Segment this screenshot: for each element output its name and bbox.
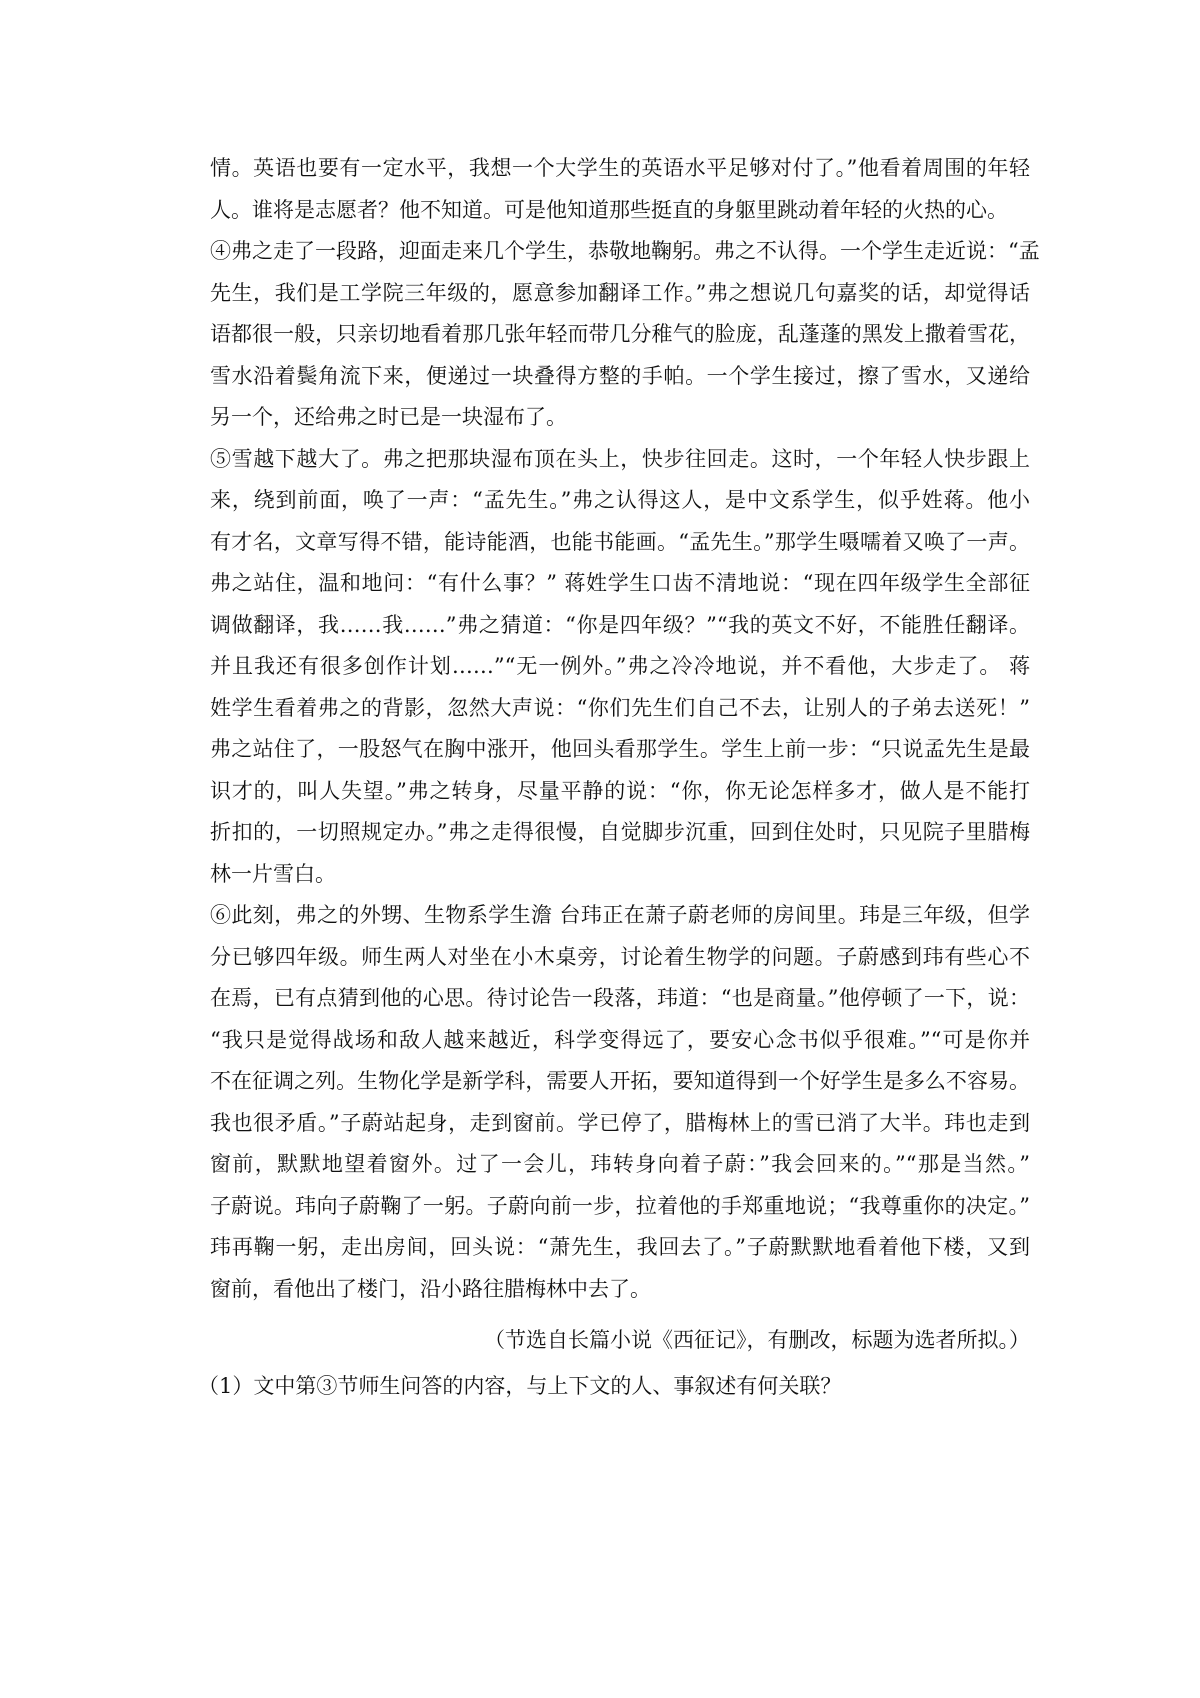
passage-line: 情。英语也要有一定水平，我想一个大学生的英语水平足够对付了。”他看着周围的年轻: [210, 156, 1030, 180]
passage-line: ⑥此刻，弗之的外甥、生物系学生澹 台玮正在萧子蔚老师的房间里。玮是三年级，但学: [210, 903, 1030, 927]
passage-line: 姓学生看着弗之的背影，忽然大声说：“你们先生们自己不去，让别人的子弟去送死！”: [210, 695, 1030, 720]
passage-line: 调做翻译，我……我……”弗之猜道：“你是四年级？”“我的英文不好，不能胜任翻译。: [210, 612, 1030, 637]
passage-line: 窗前，默默地望着窗外。过了一会儿，玮转身向着子蔚：”我会回来的。”“那是当然。”: [210, 1152, 1030, 1176]
passage-line: ⑤雪越下越大了。弗之把那块湿布顶在头上，快步往回走。这时，一个年轻人快步跟上: [210, 446, 1030, 471]
source-note: （节选自长篇小说《西征记》，有删改，标题为选者所拟。）: [484, 1328, 1030, 1352]
passage-line: 窗前，看他出了楼门，沿小路往腊梅林中去了。: [210, 1276, 651, 1301]
passage-line: 玮再鞠一躬，走出房间，回头说：“萧先生，我回去了。”子蔚默默地看着他下楼，又到: [210, 1235, 1030, 1259]
passage-line: 另一个，还给弗之时已是一块湿布了。: [210, 405, 567, 429]
passage-line: 来，绕到前面，唤了一声：“孟先生。”弗之认得这人，是中文系学生，似乎姓蒋。他小: [210, 488, 1030, 512]
passage-line: 雪水沿着鬓角流下来，便递过一块叠得方整的手帕。一个学生接过，擦了雪水，又递给: [210, 363, 1030, 388]
passage-line: 子蔚说。玮向子蔚鞠了一躬。子蔚向前一步，拉着他的手郑重地说；“我尊重你的决定。”: [210, 1193, 1030, 1218]
passage-line: ④弗之走了一段路，迎面走来几个学生，恭敬地鞠躬。弗之不认得。一个学生走近说：“孟: [210, 239, 1040, 263]
passage-line: 不在征调之列。生物化学是新学科，需要人开拓，要知道得到一个好学生是多么不容易。: [210, 1069, 1030, 1093]
passage-line: 林一片雪白。: [210, 861, 336, 886]
passage-line: 有才名，文章写得不错，能诗能酒，也能书能画。“孟先生。”那学生嗫嚅着又唤了一声。: [210, 529, 1030, 554]
passage-line: 在焉，已有点猜到他的心思。待讨论告一段落，玮道：“也是商量。”他停顿了一下，说：: [210, 986, 1030, 1010]
passage-line: “我只是觉得战场和敌人越来越近，科学变得远了，要安心念书似乎很难。”“可是你并: [210, 1027, 1030, 1052]
passage-body: [198, 148, 1040, 1407]
passage-line: 先生，我们是工学院三年级的，愿意参加翻译工作。”弗之想说几句嘉奖的话，却觉得话: [210, 280, 1030, 305]
passage-line: 人。谁将是志愿者？他不知道。可是他知道那些挺直的身躯里跳动着年轻的火热的心。: [210, 197, 1008, 222]
passage-line: 弗之站住，温和地问：“有什么事？” 蒋姓学生口齿不清地说：“现在四年级学生全部征: [210, 571, 1030, 595]
passage-line: 我也很矛盾。”子蔚站起身，走到窗前。学已停了，腊梅林上的雪已消了大半。玮也走到: [210, 1110, 1030, 1135]
passage-line: 弗之站住了，一股怒气在胸中涨开，他回头看那学生。学生上前一步：“只说孟先生是最: [210, 737, 1030, 761]
passage-line: 折扣的，一切照规定办。”弗之走得很慢，自觉脚步沉重，回到住处时，只见院子里腊梅: [210, 820, 1030, 844]
passage-line: 识才的，叫人失望。”弗之转身，尽量平静的说：“你，你无论怎样多才，做人是不能打: [210, 778, 1030, 803]
passage-line: 分已够四年级。师生两人对坐在小木桌旁，讨论着生物学的问题。子蔚感到玮有些心不: [210, 944, 1030, 969]
question-item: （1）文中第③节师生问答的内容，与上下文的人、事叙述有何关联？: [198, 1373, 842, 1398]
passage-line: 并且我还有很多创作计划……”“无一例外。”弗之冷冷地说，并不看他，大步走了。 蒋: [210, 654, 1030, 678]
passage-line: 语都很一般，只亲切地看着那几张年轻而带几分稚气的脸庞，乱蓬蓬的黑发上撒着雪花，: [210, 322, 1030, 346]
